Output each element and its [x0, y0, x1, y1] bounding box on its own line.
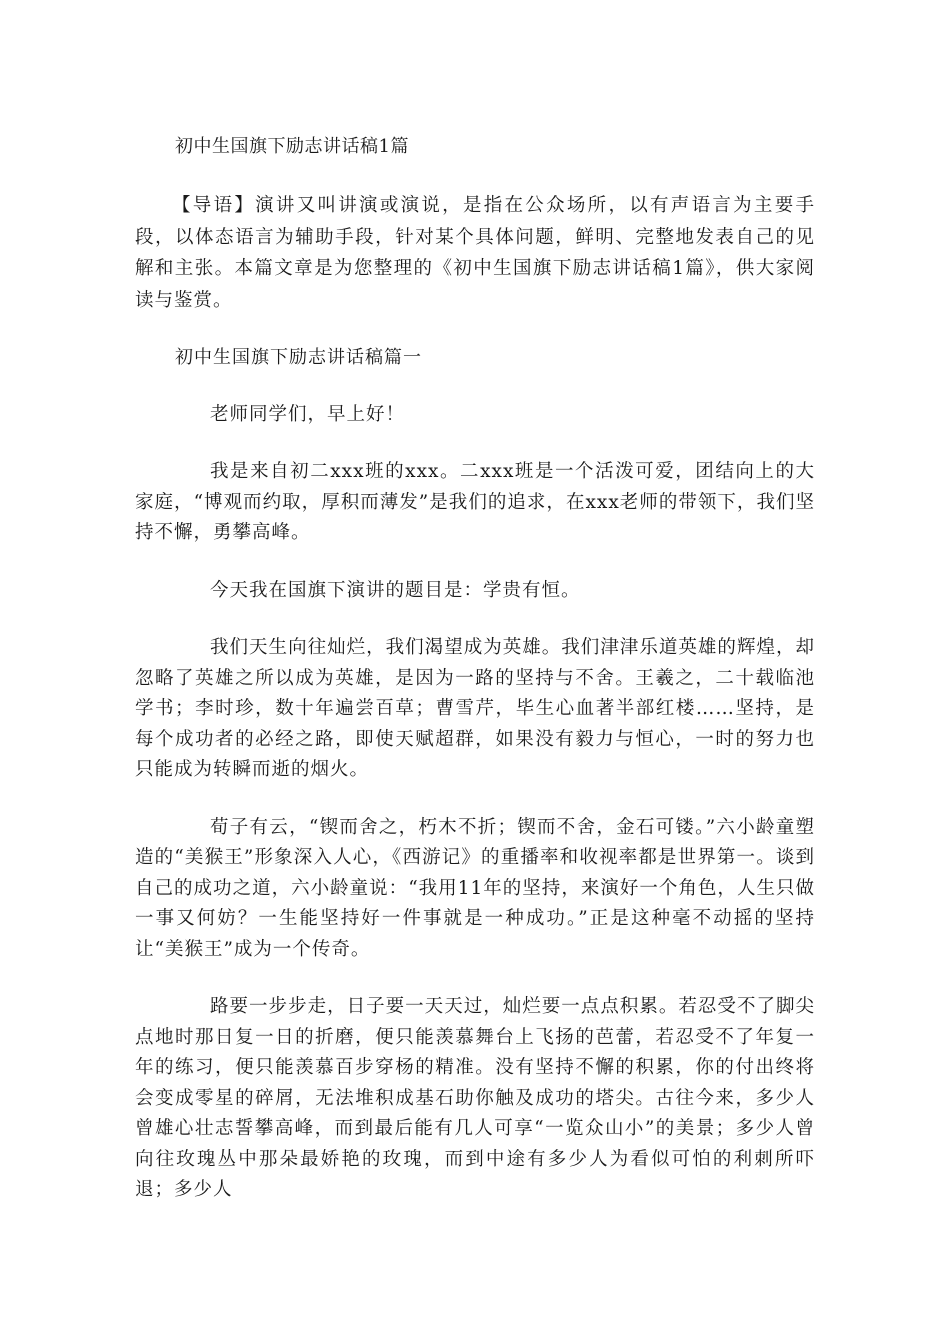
intro-label: 【导语】: [172, 195, 256, 216]
document-body: [135, 130, 815, 1233]
paragraph-step-by-step: 路要一步步走，日子要一天天过，灿烂要一点点积累。若忍受不了脚尖点地时那日复一日的折磨，便只能羡慕舞台上飞扬的芭蕾，若忍受不了年复一年的练习，便只能羡慕百步穿杨的精准。没有坚持不懈的积累，你的付出终将会变成零星的碎屑，无法堆积成基石助你触及成功的塔尖。古往今来，多少人曾雄心壮志誓攀高峰，而到最后能有几人可享“一览众山小”的美景；多少人曾向往玫瑰丛中那朵最娇艳的玫瑰，而到中途有多少人为看似可怕的利刺所吓退；多少人: [135, 996, 815, 1200]
paragraph-self-intro: 我是来自初二xxx班的xxx。二xxx班是一个活泼可爱，团结向上的大家庭，“博观而约取，厚积而薄发”是我们的追求，在xxx老师的带领下，我们坚持不懈，勇攀高峰。: [135, 461, 815, 543]
intro-text: 演讲又叫讲演或演说，是指在公众场所，以有声语言为主要手段，以体态语言为辅助手段，针对某个具体问题，鲜明、完整地发表自己的见解和主张。本篇文章是为您整理的《初中生国旗下励志讲话稿1篇》，供大家阅读与鉴赏。: [135, 195, 815, 311]
section-heading: 初中生国旗下励志讲话稿篇一: [175, 347, 422, 368]
paragraph-greeting: 老师同学们，早上好！: [210, 403, 406, 425]
intro-paragraph: [135, 190, 815, 316]
document-title: 初中生国旗下励志讲话稿1篇: [175, 136, 409, 157]
paragraph-xunzi: 荀子有云，“锲而舍之，朽木不折；锲而不舍，金石可镂。”六小龄童塑造的“美猴王”形象深入人心，《西游记》的重播率和收视率都是世界第一。谈到自己的成功之道，六小龄童说：“我用11年的坚持，来演好一个角色，人生只做一事又何妨？一生能坚持好一件事就是一种成功。”正是这种毫不动摇的坚持让“美猴王”成为一个传奇。: [135, 816, 815, 960]
paragraph-heroes: 我们天生向往灿烂，我们渴望成为英雄。我们津津乐道英雄的辉煌，却忽略了英雄之所以成为英雄，是因为一路的坚持与不舍。王羲之，二十载临池学书；李时珍，数十年遍尝百草；曹雪芹，毕生心血著半部红楼……坚持，是每个成功者的必经之路，即使天赋超群，如果没有毅力与恒心，一时的努力也只能成为转瞬而逝的烟火。: [135, 637, 815, 780]
paragraph-topic: 今天我在国旗下演讲的题目是：学贵有恒。: [210, 579, 581, 601]
